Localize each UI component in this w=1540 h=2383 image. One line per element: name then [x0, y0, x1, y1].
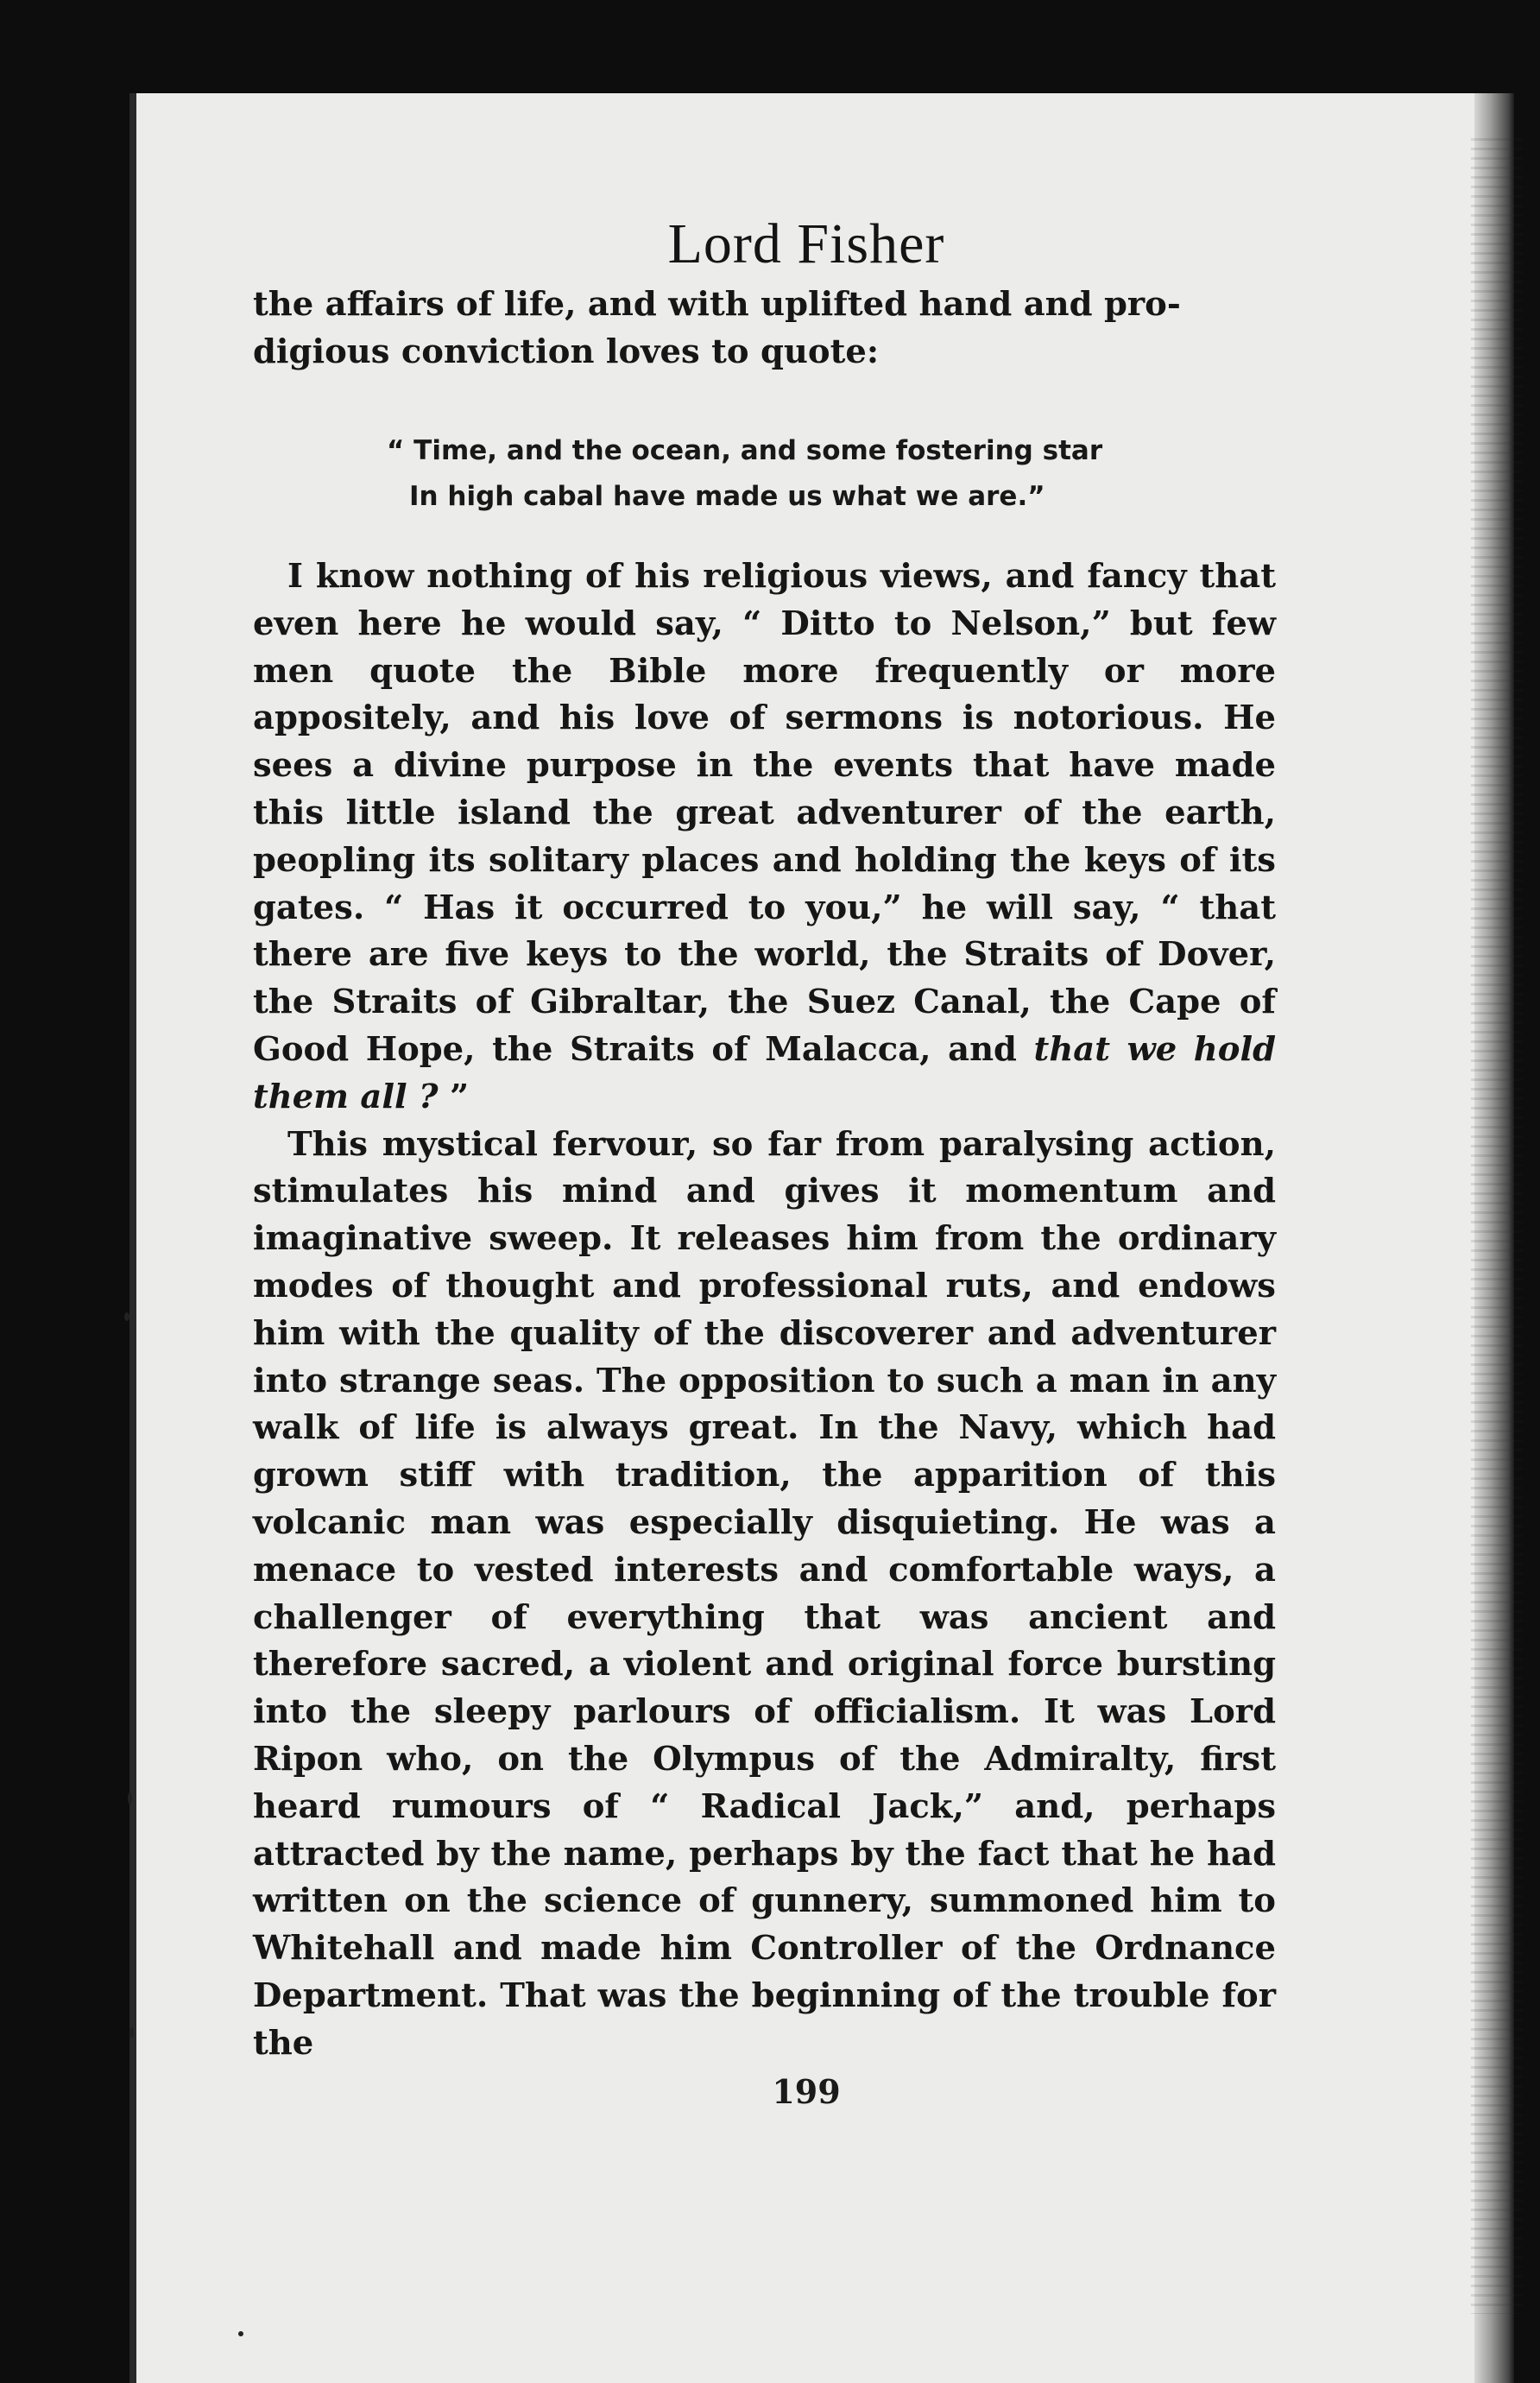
- running-head: Lord Fisher: [667, 212, 945, 275]
- opening-line-2: digious conviction loves to quote:: [253, 332, 880, 371]
- book-page: [129, 93, 1476, 2383]
- paragraph-1-text: I know nothing of his religious views, and fancy that even here he would say, “ Ditto to Nelson,” but few men quote the Bible more frequently or more appositely, and his love of sermons is notorious. He sees a divine purpose in the events that have made this little island the great adventurer of the earth, peopling its solitary places and holding the keys of its gates. “ Has it occurred to you,” he will say, “ that there are five keys to the world, the Straits of Dover, the Straits of Gibraltar, the Suez Canal, the Cape of Good Hope, the Straits of Malacca, and: [253, 557, 1276, 1069]
- paragraph-2: This mystical fervour, so far from paralysing action, stimulates his mind and gives it momentum and imaginative sweep. It releases him from the ordinary modes of thought and professional ruts, and endows him with the quality of the discoverer and adventurer into strange seas. The opposition to such a man in any walk of life is always great. In the Navy, which had grown stiff with tradition, the apparition of this volcanic man was especially disquieting. He was a menace to vested interests and comfortable ways, a challenger of everything that was ancient and therefore sacred, a violent and original force bursting into the sleepy parlours of officialism. It was Lord Ripon who, on the Olympus of the Admiralty, first heard rumours of “ Radical Jack,” and, perhaps attracted by the name, perhaps by the fact that he had written on the science of gunnery, summoned him to Whitehall and made him Controller of the Ordnance Department. That was the beginning of the trouble for the: [253, 1124, 1276, 2063]
- page-edge: [1471, 138, 1523, 2314]
- paragraph-1: [253, 553, 1276, 1122]
- page-speck: [238, 2331, 243, 2336]
- opening-text: [253, 281, 1276, 376]
- opening-line-1: the affairs of life, and with uplifted hand and pro-: [253, 285, 1181, 324]
- verse-quote: [387, 428, 1215, 520]
- verse-line-1: “ Time, and the ocean, and some fostering star: [387, 435, 1103, 466]
- edge-speck: [129, 2027, 134, 2038]
- edge-speck: [128, 1792, 132, 1805]
- paragraph-1-tail: ”: [438, 1077, 470, 1116]
- page-number: 199: [772, 2072, 841, 2111]
- paragraph-1-italic: that we hold them all ?: [253, 1029, 1276, 1116]
- body-text: [253, 553, 1276, 2068]
- edge-speck: [124, 1312, 129, 1321]
- verse-line-2: In high cabal have made us what we are.”: [409, 481, 1045, 512]
